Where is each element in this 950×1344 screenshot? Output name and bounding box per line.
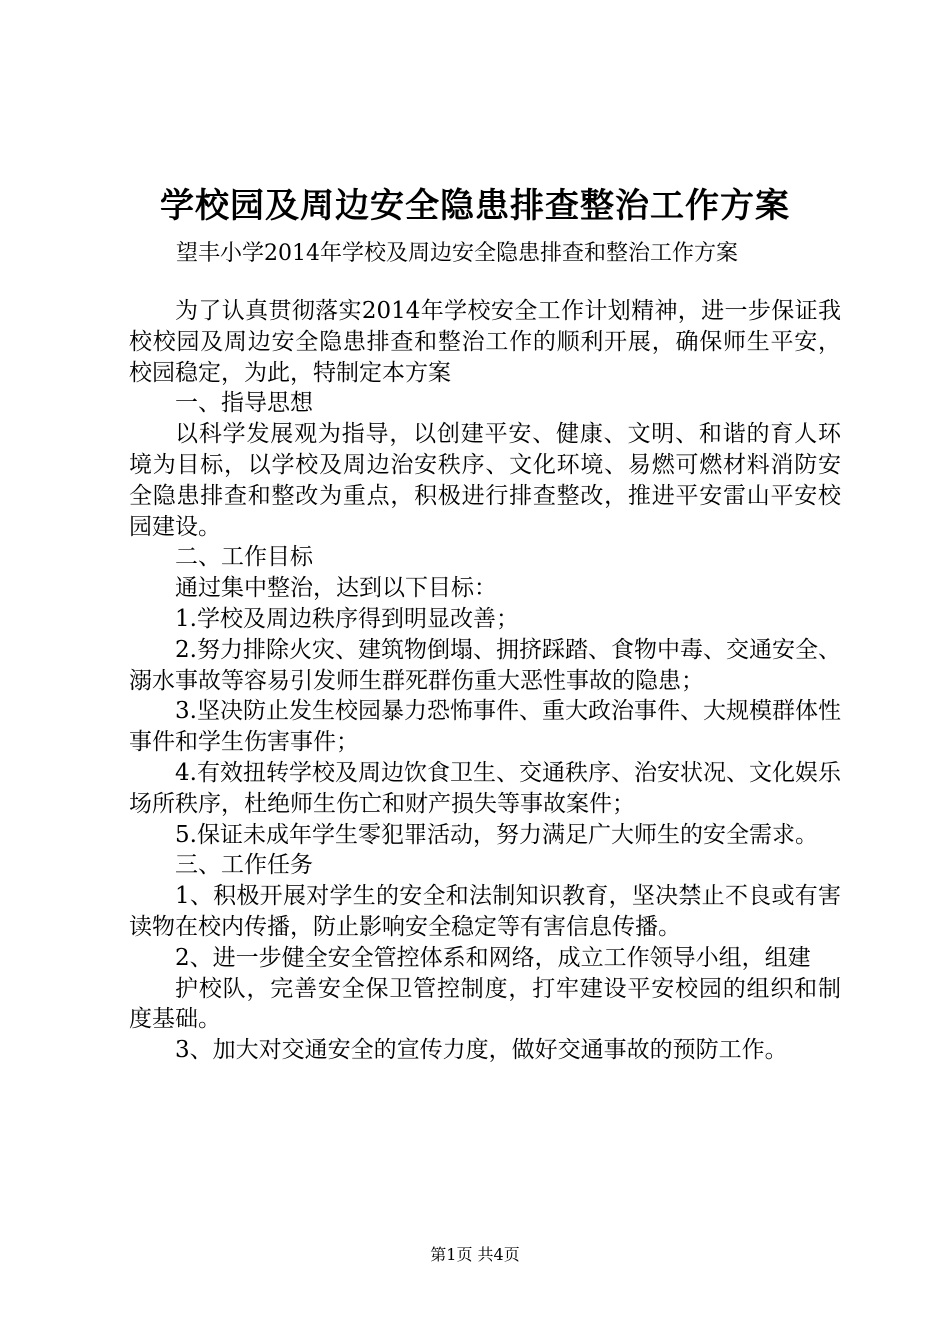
goal-item-4: 4.有效扭转学校及周边饮食卫生、交通秩序、治安状况、文化娱乐场所秩序，杜绝师生伤亡和财产损失等事故案件； [129,759,841,817]
goal-item-5: 5.保证未成年学生零犯罪活动，努力满足广大师生的安全需求。 [175,821,818,848]
task-item-3: 3、加大对交通安全的宣传力度，做好交通事故的预防工作。 [175,1037,788,1064]
document-title: 学校园及周边安全隐患排查整治工作方案 [160,186,790,226]
goal-item-3: 3.坚决防止发生校园暴力恐怖事件、重大政治事件、大规模群体性事件和学生伤害事件； [129,698,841,756]
task-item-2: 2、进一步健全安全管控体系和网络，成立工作领导小组，组建 [175,944,811,971]
task-item-1: 1、积极开展对学生的安全和法制知识教育，坚决禁止不良或有害读物在校内传播，防止影响安全稳定等有害信息传播。 [129,883,841,940]
document-body [129,296,841,1066]
goal-item-1: 1.学校及周边秩序得到明显改善； [175,605,519,632]
page-footer: 第1页 共4页 [430,1245,520,1264]
document-subtitle: 望丰小学2014年学校及周边安全隐患排查和整治工作方案 [176,241,738,266]
paragraph-goals-intro: 通过集中整治，达到以下目标： [175,575,497,602]
section-heading-work-tasks: 三、工作任务 [175,852,313,879]
paragraph-guiding-ideology: 以科学发展观为指导，以创建平安、健康、文明、和谐的育人环境为目标，以学校及周边治安秩序、文化环境、易燃可燃材料消防安全隐患排查和整改为重点，积极进行排查整改，推进平安雷山平安校园建设。 [129,421,841,540]
paragraph-intro: 为了认真贯彻落实2014年学校安全工作计划精神，进一步保证我校校园及周边安全隐患排查和整治工作的顺利开展，确保师生平安，校园稳定，为此，特制定本方案 [129,298,841,386]
section-heading-guiding-ideology: 一、指导思想 [175,390,313,417]
task-item-2-continued: 护校队，完善安全保卫管控制度，打牢建设平安校园的组织和制度基础。 [129,975,841,1033]
section-heading-work-goals: 二、工作目标 [175,544,313,571]
goal-item-2: 2.努力排除火灾、建筑物倒塌、拥挤踩踏、食物中毒、交通安全、溺水事故等容易引发师生群死群伤重大恶性事故的隐患； [129,636,841,694]
